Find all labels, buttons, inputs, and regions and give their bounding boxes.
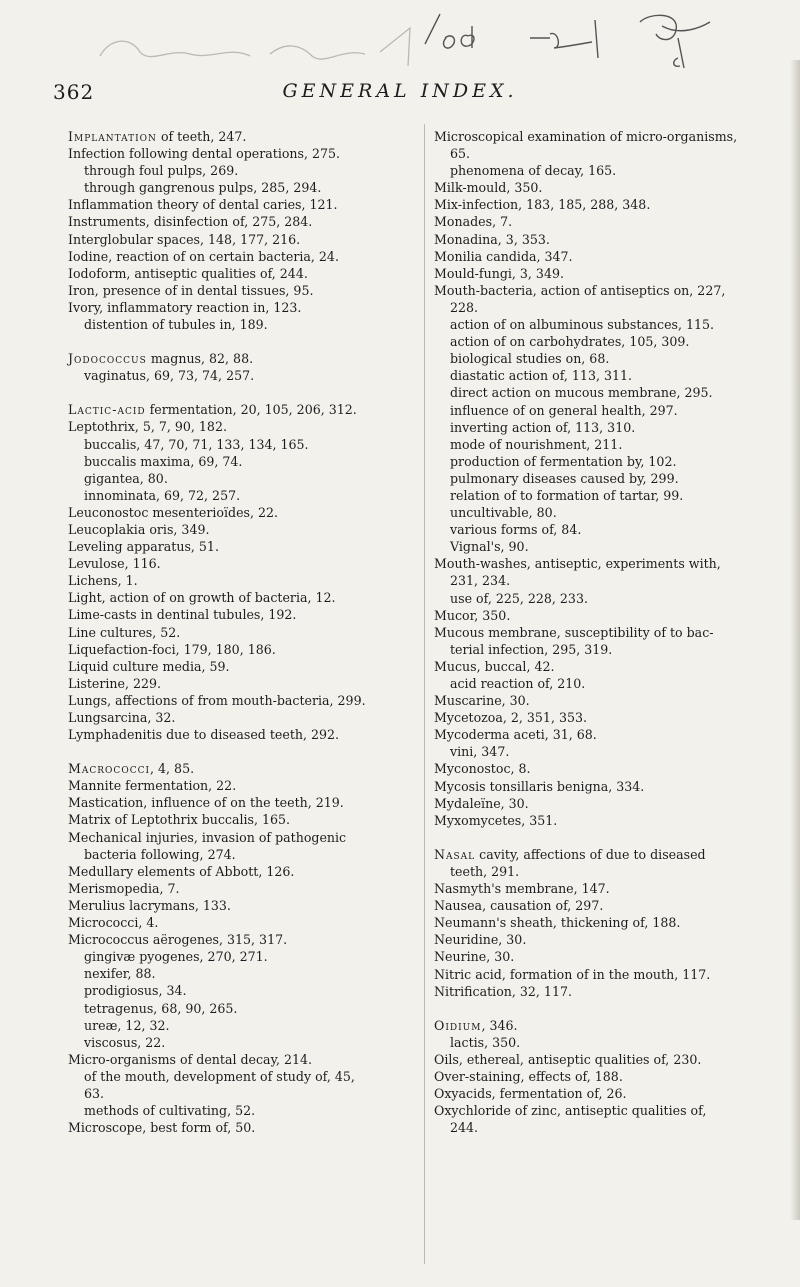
page-edge-shadow <box>790 60 800 1220</box>
running-head: GENERAL INDEX. <box>282 80 518 102</box>
index-entry: Vignal's, 90. <box>450 539 529 555</box>
index-entry: innominata, 69, 72, 257. <box>84 487 241 503</box>
index-entry: Mould-fungi, 3, 349. <box>434 265 564 281</box>
index-entry: nexifer, 88. <box>84 966 156 982</box>
index-entry: buccalis maxima, 69, 74. <box>84 453 243 469</box>
index-entry: Liquefaction-foci, 179, 180, 186. <box>68 641 276 657</box>
index-entry: vini, 347. <box>450 744 510 760</box>
index-entry: diastatic action of, 113, 311. <box>450 368 633 384</box>
index-entry: Leptothrix, 5, 7, 90, 182. <box>68 419 227 435</box>
index-entry: Mucor, 350. <box>434 607 511 623</box>
index-entry: Over-staining, effects of, 188. <box>434 1068 623 1084</box>
index-entry: Interglobular spaces, 148, 177, 216. <box>68 231 301 247</box>
index-entry: Leuconostoc mesenterioïdes, 22. <box>68 504 279 520</box>
index-entry: Mydaleïne, 30. <box>434 795 529 811</box>
index-entry: Oxychloride of zinc, antiseptic qualities of, <box>434 1103 707 1119</box>
index-entry: Liquid culture media, 59. <box>68 658 230 674</box>
index-entry <box>68 760 418 777</box>
index-entry: action of on carbohydrates, 105, 309. <box>450 334 690 350</box>
index-entry <box>434 1017 768 1034</box>
index-entry: 65. <box>450 146 471 162</box>
index-entry: 231, 234. <box>450 573 511 589</box>
index-entry: Nitric acid, formation of in the mouth, 117. <box>434 966 711 982</box>
index-entry: mode of nourishment, 211. <box>450 436 623 452</box>
index-column-left <box>68 128 418 1136</box>
index-entry: Listerine, 229. <box>68 675 162 691</box>
index-entry: Mycosis tonsillaris benigna, 334. <box>434 778 645 794</box>
index-entry-text: fermentation, 20, 105, 206, 312. <box>145 402 357 418</box>
index-entry: Mouth-washes, antiseptic, experiments with, <box>434 556 721 572</box>
index-lead-term: Macrococci <box>68 761 151 777</box>
index-entry: terial infection, 295, 319. <box>450 641 613 657</box>
index-entry: Mucous membrane, susceptibility of to bac- <box>434 624 714 640</box>
index-entry: Medullary elements of Abbott, 126. <box>68 863 295 879</box>
index-entry-text: of teeth, 247. <box>156 129 247 144</box>
index-entry: influence of on general health, 297. <box>450 402 678 418</box>
index-entry: Micrococci, 4. <box>68 915 159 931</box>
index-entry <box>68 128 418 145</box>
index-entry-text: , 4, 85. <box>150 761 195 777</box>
index-entry: Instruments, disinfection of, 275, 284. <box>68 214 313 230</box>
index-entry: biological studies on, 68. <box>450 351 610 367</box>
index-entry: production of fermentation by, 102. <box>450 453 677 469</box>
index-entry: Inflammation theory of dental caries, 121. <box>68 197 338 213</box>
index-entry: 228. <box>450 299 479 315</box>
index-entry: Lungs, affections of from mouth-bacteria, 299. <box>68 692 366 708</box>
index-entry: Oxyacids, fermentation of, 26. <box>434 1086 627 1102</box>
index-entry: gigantea, 80. <box>84 470 168 486</box>
index-entry: uncultivable, 80. <box>450 505 557 521</box>
index-entry: Mouth-bacteria, action of antiseptics on, 227, <box>434 282 726 298</box>
index-entry <box>68 401 418 418</box>
index-lead-term: Nasal <box>434 846 476 862</box>
index-entry-text: cavity, affections of due to diseased <box>475 846 706 862</box>
index-lead-term: Implantation <box>68 129 157 144</box>
index-entry: Lime-casts in dentinal tubules, 192. <box>68 607 297 623</box>
index-entry: through foul pulps, 269. <box>84 163 239 179</box>
index-entry: Mannite fermentation, 22. <box>68 778 237 794</box>
index-entry: Mucus, buccal, 42. <box>434 658 555 674</box>
index-entry: Lichens, 1. <box>68 573 138 589</box>
index-entry: Nasmyth's membrane, 147. <box>434 881 610 897</box>
index-entry: Mastication, influence of on the teeth, 219. <box>68 795 344 811</box>
index-entry: buccalis, 47, 70, 71, 133, 134, 165. <box>84 436 309 452</box>
index-entry: Merulius lacrymans, 133. <box>68 897 231 913</box>
index-entry: Microscopical examination of micro-organisms, <box>434 129 738 144</box>
index-entry: lactis, 350. <box>450 1034 521 1050</box>
index-entry: 63. <box>84 1085 105 1101</box>
index-lead-term: Oidium <box>434 1017 482 1033</box>
index-entry: tetragenus, 68, 90, 265. <box>84 1000 238 1016</box>
index-entry: Mix-infection, 183, 185, 288, 348. <box>434 197 651 213</box>
index-entry: viscosus, 22. <box>84 1034 166 1050</box>
index-entry: Lungsarcina, 32. <box>68 710 176 725</box>
index-entry: Line cultures, 52. <box>68 624 181 640</box>
index-entry: vaginatus, 69, 73, 74, 257. <box>84 368 255 384</box>
index-entry: Micrococcus aërogenes, 315, 317. <box>68 932 288 948</box>
index-entry: phenomena of decay, 165. <box>450 163 617 179</box>
index-entry: use of, 225, 228, 233. <box>450 590 588 606</box>
index-column-right <box>434 128 768 1136</box>
index-entry: Lymphadenitis due to diseased teeth, 292. <box>68 727 340 743</box>
index-entry: acid reaction of, 210. <box>450 676 586 691</box>
page-header <box>0 80 800 110</box>
index-entry: gingivæ pyogenes, 270, 271. <box>84 949 268 965</box>
index-entry: Monadina, 3, 353. <box>434 231 550 247</box>
index-entry: Merismopedia, 7. <box>68 880 180 896</box>
index-entry: ureæ, 12, 32. <box>84 1017 170 1033</box>
index-entry: methods of cultivating, 52. <box>84 1103 256 1119</box>
index-entry: 244. <box>450 1120 479 1136</box>
index-entry: Mycoderma aceti, 31, 68. <box>434 727 597 743</box>
index-entry: Neurine, 30. <box>434 949 515 965</box>
index-entry: Matrix of Leptothrix buccalis, 165. <box>68 812 291 828</box>
index-entry-text: , 346. <box>481 1017 518 1033</box>
handwritten-scribble <box>80 8 780 72</box>
index-entry: Myconostoc, 8. <box>434 761 531 777</box>
index-entry: Myxomycetes, 351. <box>434 812 558 828</box>
index-entry: Nitrification, 32, 117. <box>434 983 572 999</box>
index-entry: Light, action of on growth of bacteria, 12. <box>68 590 336 606</box>
index-entry: Ivory, inflammatory reaction in, 123. <box>68 299 302 315</box>
index-entry <box>434 846 768 863</box>
index-entry: bacteria following, 274. <box>84 846 236 862</box>
index-entry: Iodine, reaction of on certain bacteria, 24. <box>68 248 339 264</box>
index-entry: pulmonary diseases caused by, 299. <box>450 470 679 486</box>
index-entry: teeth, 291. <box>450 863 520 879</box>
page-number: 362 <box>53 80 95 104</box>
index-entry: Monades, 7. <box>434 214 513 230</box>
index-entry: Milk-mould, 350. <box>434 180 543 196</box>
index-entry: Neumann's sheath, thickening of, 188. <box>434 915 681 931</box>
index-entry: Oils, ethereal, antiseptic qualities of, 230. <box>434 1051 702 1067</box>
index-entry <box>68 350 418 367</box>
index-entry: Muscarine, 30. <box>434 693 530 709</box>
index-entry: Micro-organisms of dental decay, 214. <box>68 1051 313 1067</box>
index-entry: Iron, presence of in dental tissues, 95. <box>68 282 314 298</box>
index-entry: Iodoform, antiseptic qualities of, 244. <box>68 265 308 281</box>
index-entry: distention of tubules in, 189. <box>84 317 268 333</box>
index-entry: of the mouth, development of study of, 45, <box>84 1068 355 1084</box>
index-entry: Microscope, best form of, 50. <box>68 1120 256 1136</box>
index-entry: inverting action of, 113, 310. <box>450 419 636 435</box>
index-entry: Levulose, 116. <box>68 556 161 572</box>
index-entry: Monilia candida, 347. <box>434 248 573 264</box>
index-entry: Leucoplakia oris, 349. <box>68 521 210 537</box>
index-entry-text: magnus, 82, 88. <box>146 351 254 367</box>
index-entry: Leveling apparatus, 51. <box>68 539 219 555</box>
index-entry: various forms of, 84. <box>450 522 582 538</box>
column-divider <box>424 124 425 1264</box>
index-entry: action of on albuminous substances, 115. <box>450 317 715 333</box>
index-entry: through gangrenous pulps, 285, 294. <box>84 180 322 196</box>
index-lead-term: Jodococcus <box>68 351 147 367</box>
index-entry: prodigiosus, 34. <box>84 983 187 999</box>
index-lead-term: Lactic-acid <box>68 402 146 418</box>
index-entry: Mechanical injuries, invasion of pathogenic <box>68 829 347 845</box>
index-entry: Nausea, causation of, 297. <box>434 898 604 914</box>
index-entry: Infection following dental operations, 275. <box>68 146 341 162</box>
index-entry: relation of to formation of tartar, 99. <box>450 487 684 503</box>
index-entry: Mycetozoa, 2, 351, 353. <box>434 710 587 726</box>
index-entry: direct action on mucous membrane, 295. <box>450 385 713 401</box>
index-entry: Neuridine, 30. <box>434 932 527 948</box>
